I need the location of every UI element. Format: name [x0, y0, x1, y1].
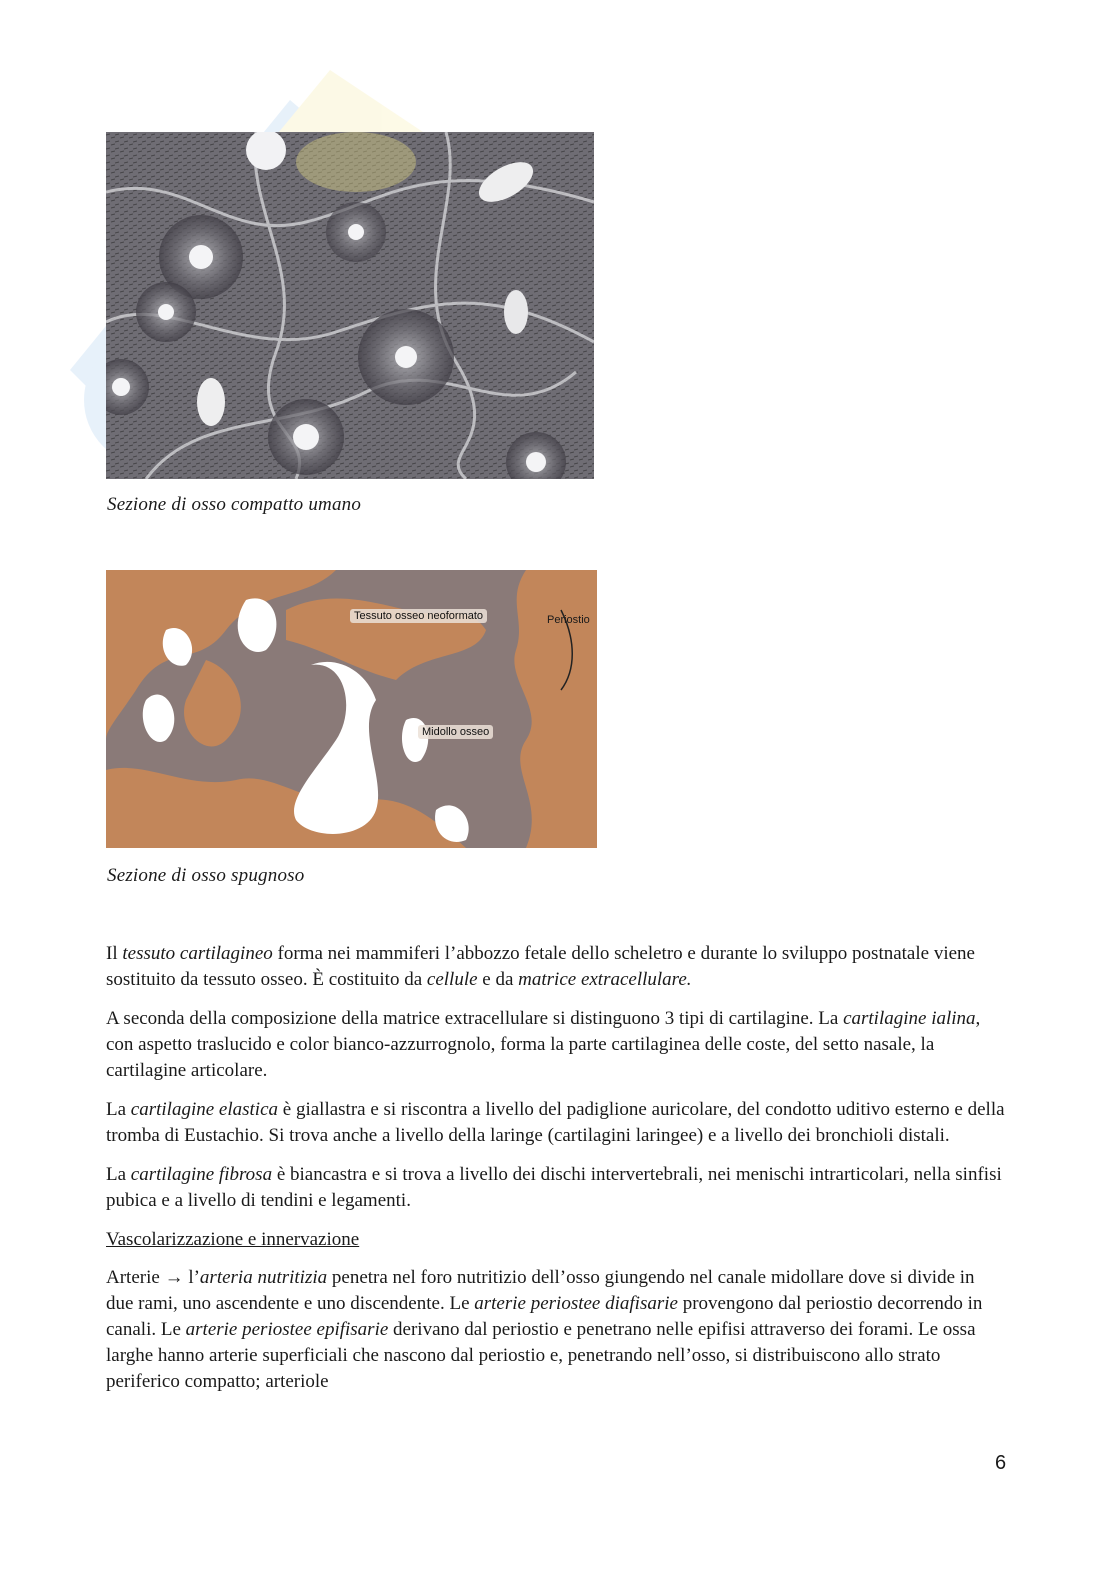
paragraph-fibrous-cartilage: La cartilagine fibrosa è biancastra e si trova a livello dei dischi intervertebrali, nei menischi intrarticolari, nella sinfisi pubica e a livello di tendini e legamenti.	[106, 1164, 1002, 1211]
paragraph-elastic-cartilage: La cartilagine elastica è giallastra e si riscontra a livello del padiglione auricolare, del condotto uditivo esterno e della tromba di Eustachio. Si trova anche a livello della laringe (cartilagini laringee) e a livello dei bronchioli distali.	[106, 1099, 1005, 1146]
arrow-right-icon: →	[164, 1267, 184, 1288]
spongy-bone-micrograph	[106, 570, 597, 848]
paragraph-cartilage-intro: Il tessuto cartilagineo forma nei mammiferi l’abbozzo fetale dello scheletro e durante lo sviluppo postnatale viene sostituito da tessuto osseo. È costituito da cellule e da matrice extracellulare.	[106, 943, 975, 990]
body-text	[106, 941, 1006, 1408]
label-bone-marrow: Midollo osseo	[418, 725, 493, 739]
compact-bone-micrograph	[106, 132, 594, 479]
figure-caption-compact-bone: Sezione di osso compatto umano	[107, 494, 362, 515]
page-number: 6	[995, 1452, 1007, 1474]
paragraph-arteries: Arterie → l’arteria nutritizia penetra nel foro nutritizio dell’osso giungendo nel canale midollare dove si divide in due rami, uno ascendente e uno discendente. Le arterie periostee diafisarie provengono dal periostio decorrendo in canali. Le arterie periostee epifisarie derivano dal periostio e penetrano nelle epifisi attraverso dei forami. Le ossa larghe hanno arterie superficiali che nascono dal periostio e, penetrando nell’osso, si distribuiscono allo strato periferico compatto; arteriole	[106, 1267, 983, 1392]
label-periosteum: Periostio	[547, 614, 590, 626]
section-heading-vascularization: Vascolarizzazione e innervazione	[106, 1229, 360, 1250]
paragraph-hyaline-cartilage: A seconda della composizione della matrice extracellulare si distinguono 3 tipi di cartilagine. La cartilagine ialina, con aspetto traslucido e color bianco-azzurrognolo, forma la parte cartilaginea delle coste, del setto nasale, la cartilagine articolare.	[106, 1008, 981, 1081]
label-new-bone-tissue: Tessuto osseo neoformato	[350, 609, 487, 623]
figure-caption-spongy-bone: Sezione di osso spugnoso	[107, 865, 305, 886]
